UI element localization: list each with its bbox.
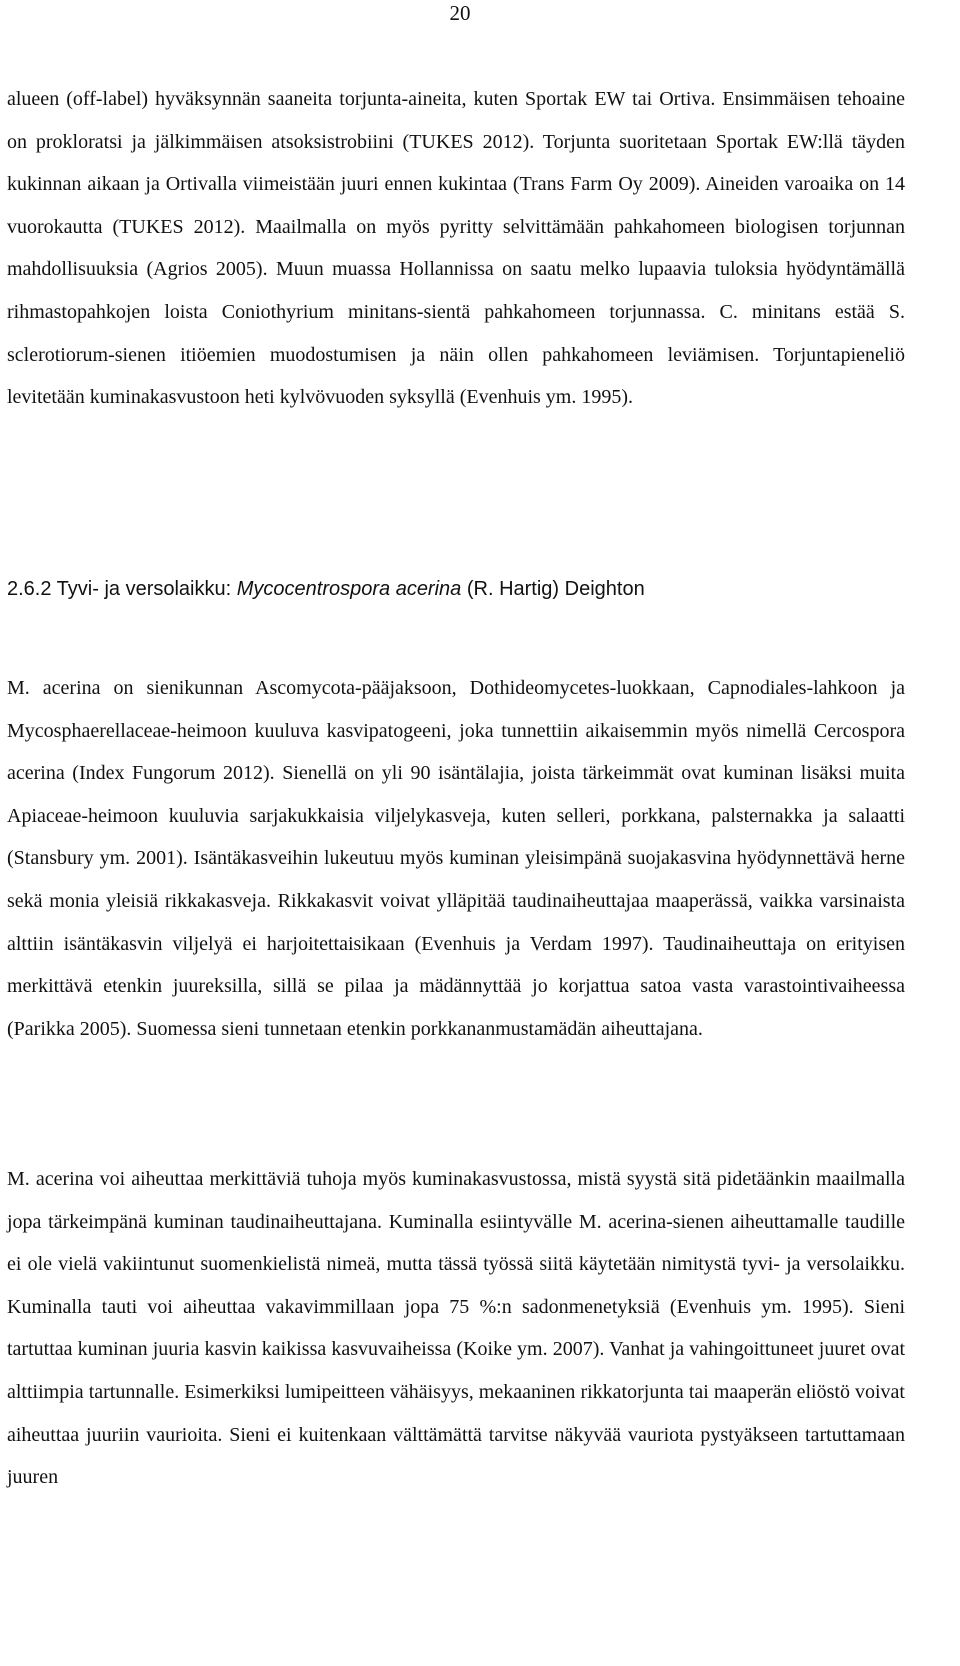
heading-species-name: Mycocentrospora acerina	[236, 578, 462, 600]
section-heading	[7, 573, 905, 605]
body-paragraph: M. acerina on sienikunnan Ascomycota-pääjaksoon, Dothideomycetes-luokkaan, Capnodiales-lahkoon ja Mycosphaerellaceae-heimoon kuuluva kasvipatogeeni, joka tunnettiin aikaisemmin myös nimellä Cercospora acerina (Index Fungorum 2012). Sienellä on yli 90 isäntälajia, joista tärkeimmät ovat kuminan lisäksi muita Apiaceae-heimoon kuuluvia sarjakukkaisia viljelykasveja, kuten selleri, porkkana, palsternakka ja salaatti (Stansbury ym. 2001). Isäntäkasveihin lukeutuu myös kuminan yleisimpänä suojakasvina hyödynnettävä herne sekä monia yleisiä rikkakasveja. Rikkakasvit voivat ylläpitää taudinaiheuttajaa maaperässä, vaikka varsinaista alttiin isäntäkasvin viljelyä ei harjoitettaisikaan (Evenhuis ja Verdam 1997). Taudinaiheuttaja on erityisen merkittävä etenkin juureksilla, sillä se pilaa ja mädännyttää jo korjattua satoa vasta varastointivaiheessa (Parikka 2005). Suomessa sieni tunnetaan etenkin porkkananmustamädän aiheuttajana.	[7, 677, 905, 1040]
body-paragraph: M. acerina voi aiheuttaa merkittäviä tuhoja myös kuminakasvustossa, mistä syystä sitä pidetäänkin maailmalla jopa tärkeimpänä kuminan taudinaiheuttajana. Kuminalla esiintyvälle M. acerina-sienen aiheuttamalle taudille ei ole vielä vakiintunut suomenkielistä nimeä, mutta tässä työssä siitä käytetään nimitystä tyvi- ja versolaikku. Kuminalla tauti voi aiheuttaa vakavimmillaan jopa 75 %:n sadonmenetyksiä (Evenhuis ym. 1995). Sieni tartuttaa kuminan juuria kasvin kaikissa kasvuvaiheissa (Koike ym. 2007). Vanhat ja vahingoittuneet juuret ovat alttiimpia tartunnalle. Esimerkiksi lumipeitteen vähäisyys, mekaaninen rikkatorjunta tai maaperän eliöstö voivat aiheuttaa juuriin vaurioita. Sieni ei kuitenkaan välttämättä tarvitse näkyvää vauriota pystyäkseen tartuttamaan juuren	[7, 1168, 905, 1489]
body-paragraph: alueen (off-label) hyväksynnän saaneita torjunta-aineita, kuten Sportak EW tai Ortiva. Ensimmäisen tehoaine on prokloratsi ja jälkimmäisen atsoksistrobiini (TUKES 2012). Torjunta suoritetaan Sportak EW:llä täyden kukinnan aikaan ja Ortivalla viimeistään juuri ennen kukintaa (Trans Farm Oy 2009). Aineiden varoaika on 14 vuorokautta (TUKES 2012). Maailmalla on myös pyritty selvittämään pahkahomeen biologisen torjunnan mahdollisuuksia (Agrios 2005). Muun muassa Hollannissa on saatu melko lupaavia tuloksia hyödyntämällä rihmastopahkojen loista Coniothyrium minitans-sientä pahkahomeen torjunnassa. C. minitans estää S. sclerotiorum-sienen itiöemien muodostumisen ja näin ollen pahkahomeen leviämisen. Torjuntapieneliö levitetään kuminakasvustoon heti kylvövuoden syksyllä (Evenhuis ym. 1995).	[7, 88, 905, 409]
heading-authority: (R. Hartig) Deighton	[461, 578, 645, 600]
heading-prefix: 2.6.2 Tyvi- ja versolaikku:	[7, 578, 237, 600]
page-number: 20	[449, 1, 471, 25]
